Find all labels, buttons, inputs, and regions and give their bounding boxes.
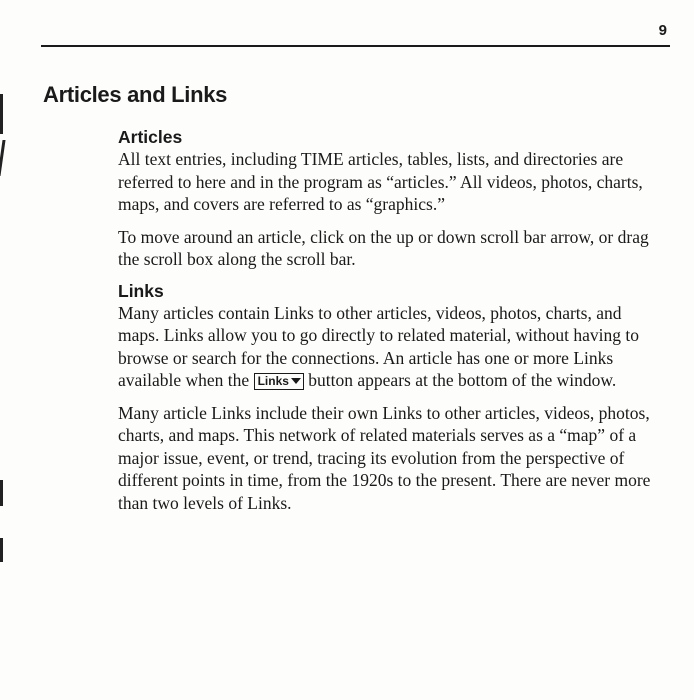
articles-paragraph-1: All text entries, including TIME articles, tables, lists, and directories are referred to here and in the program as “articles.” All videos, photos, charts, maps, and covers are referred to as “graphics.”: [118, 149, 643, 214]
section-title: Articles and Links: [43, 82, 228, 107]
links-heading: Links: [118, 280, 164, 301]
header-rule: [41, 45, 670, 47]
content-body: [118, 126, 666, 514]
links-paragraph-1-end: button appears at the bottom of the window.: [303, 370, 617, 390]
binding-mark-top: [0, 94, 3, 134]
binding-mark-lower: [0, 480, 3, 506]
binding-mark-middle: [0, 140, 6, 176]
links-button-label: Links: [257, 374, 289, 388]
articles-heading: Articles: [118, 127, 183, 147]
page-number: 9: [658, 22, 667, 39]
links-button: [254, 373, 304, 390]
links-paragraph-2: Many article Links include their own Links to other articles, videos, photos, charts, and maps. This network of related materials serves as a “map” of a major issue, event, or trend, tracing its evolution from the perspective of different points in time, from the 1920s to the present. There are never more than two levels of Links.: [118, 402, 651, 513]
binding-mark-bottom: [0, 538, 3, 562]
articles-paragraph-2: To move around an article, click on the up or down scroll bar arrow, or drag the scroll box along the scroll bar.: [118, 226, 649, 269]
links-paragraph-1: [118, 302, 666, 392]
triangle-down-icon: [291, 378, 301, 384]
links-paragraph-1-start: Many articles contain Links to other articles, videos, photos, charts, and maps. Links allow you to go directly to related material, without having to browse or search for the connections. An article has one or more Links available when the: [118, 302, 640, 390]
